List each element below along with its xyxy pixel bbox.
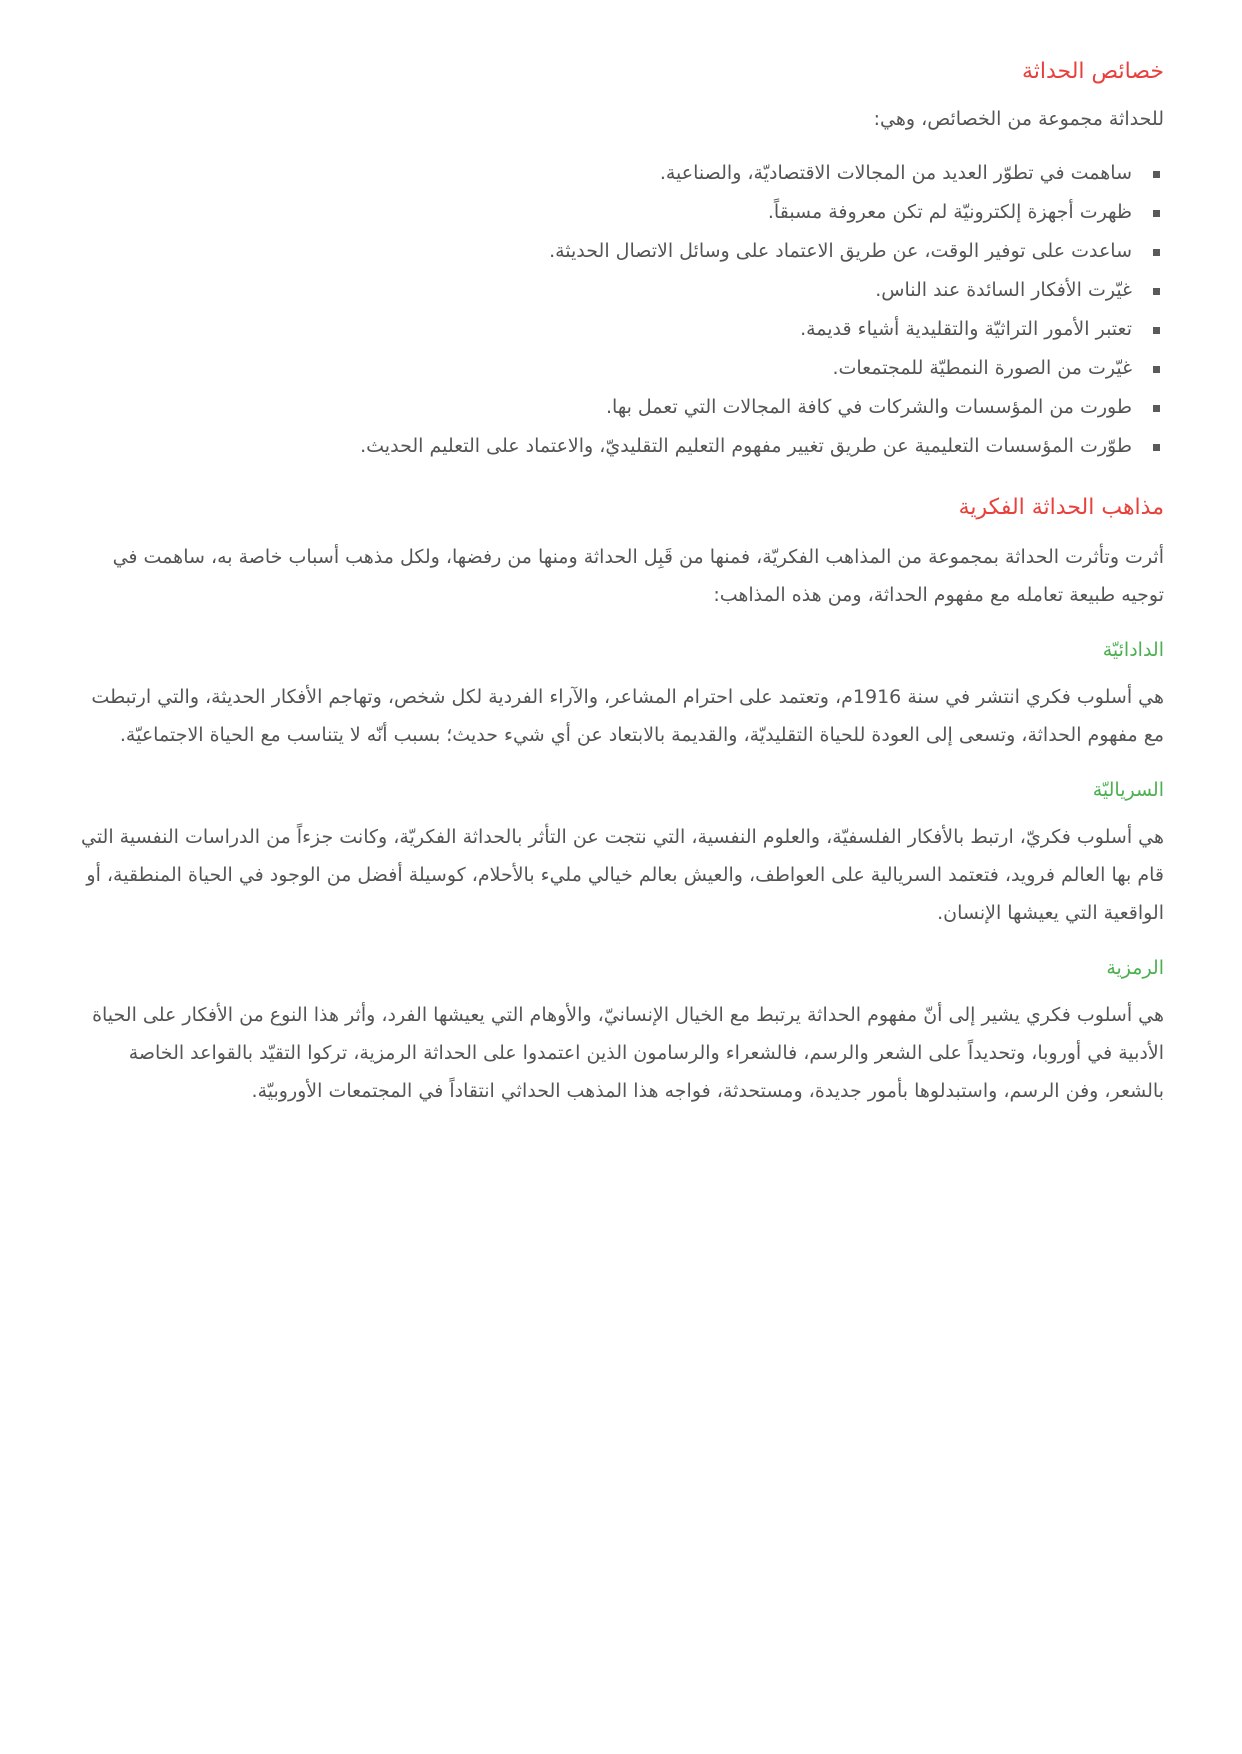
list-item [74,310,1164,349]
bullet-square-icon [1153,366,1160,373]
paragraph-symbolism: هي أسلوب فكري يشير إلى أنّ مفهوم الحداثة يرتبط مع الخيال الإنسانيّ، والأوهام التي يعيشها الفرد، وأثر هذا النوع من الأفكار على الحياة الأدبية في أوروبا، وتحديداً على الشعر والرسم، فالشعراء والرسامون الذين اعتمدوا على الحداثة الرمزية، تركوا التقيّد بالقواعد الخاصة بالشعر، وفن الرسم، واستبدلوها بأمور جديدة، ومستحدثة، فواجه هذا المذهب الحداثي انتقاداً في المجتمعات الأوروبيّة. [92,1004,1164,1102]
section-intro: أثرت وتأثرت الحداثة بمجموعة من المذاهب الفكريّة، فمنها من قَبِل الحداثة ومنها من رفضها، ولكل مذهب أسباب خاصة به، ساهمت في توجيه طبيعة تعامله مع مفهوم الحداثة، ومن هذه المذاهب: [112,546,1164,606]
section-intro: للحداثة مجموعة من الخصائص، وهي: [873,108,1164,130]
list-item-text: طورت من المؤسسات والشركات في كافة المجالات التي تعمل بها. [606,396,1132,418]
list-item [74,427,1164,466]
list-item-text: غيّرت من الصورة النمطيّة للمجتمعات. [832,357,1132,379]
subheading-surrealism: السرياليّة [1092,779,1164,801]
subheading-dadaism: الدادائيّة [1102,639,1164,661]
subheading-symbolism: الرمزية [1106,957,1164,979]
section-heading-characteristics: خصائص الحداثة [1021,59,1164,84]
list-item [74,193,1164,232]
list-item-text: طوّرت المؤسسات التعليمية عن طريق تغيير مفهوم التعليم التقليديّ، والاعتماد على التعليم الحديث. [360,435,1132,457]
bullet-square-icon [1153,405,1160,412]
bullet-square-icon [1153,288,1160,295]
list-item [74,154,1164,193]
characteristics-list [74,154,1164,466]
bullet-square-icon [1153,171,1160,178]
list-item-text: غيّرت الأفكار السائدة عند الناس. [875,279,1132,301]
list-item [74,349,1164,388]
list-item [74,271,1164,310]
bullet-square-icon [1153,249,1160,256]
list-item [74,388,1164,427]
bullet-square-icon [1153,327,1160,334]
bullet-square-icon [1153,444,1160,451]
list-item-text: ساهمت في تطوّر العديد من المجالات الاقتصاديّة، والصناعية. [659,162,1132,184]
bullet-square-icon [1153,210,1160,217]
section-heading-schools: مذاهب الحداثة الفكرية [958,495,1164,520]
paragraph-surrealism: هي أسلوب فكريّ، ارتبط بالأفكار الفلسفيّة، والعلوم النفسية، التي نتجت عن التأثر بالحداثة الفكريّة، وكانت جزءاً من الدراسات النفسية التي قام بها العالم فرويد، فتعتمد السريالية على العواطف، والعيش بعالم خيالي مليء بالأحلام، كوسيلة أفضل من الوجود في الحياة المنطقية، أو الواقعية التي يعيشها الإنسان. [80,826,1164,924]
paragraph-dadaism: هي أسلوب فكري انتشر في سنة 1916م، وتعتمد على احترام المشاعر، والآراء الفردية لكل شخص، وتهاجم الأفكار الحديثة، والتي ارتبطت مع مفهوم الحداثة، وتسعى إلى العودة للحياة التقليديّة، والقديمة بالابتعاد عن أي شيء حديث؛ بسبب أنّه لا يتناسب مع الحياة الاجتماعيّة. [91,686,1164,746]
list-item-text: ظهرت أجهزة إلكترونيّة لم تكن معروفة مسبقاً. [767,201,1132,223]
list-item [74,232,1164,271]
list-item-text: تعتبر الأمور التراثيّة والتقليدية أشياء قديمة. [800,318,1132,340]
list-item-text: ساعدت على توفير الوقت، عن طريق الاعتماد على وسائل الاتصال الحديثة. [549,240,1132,262]
